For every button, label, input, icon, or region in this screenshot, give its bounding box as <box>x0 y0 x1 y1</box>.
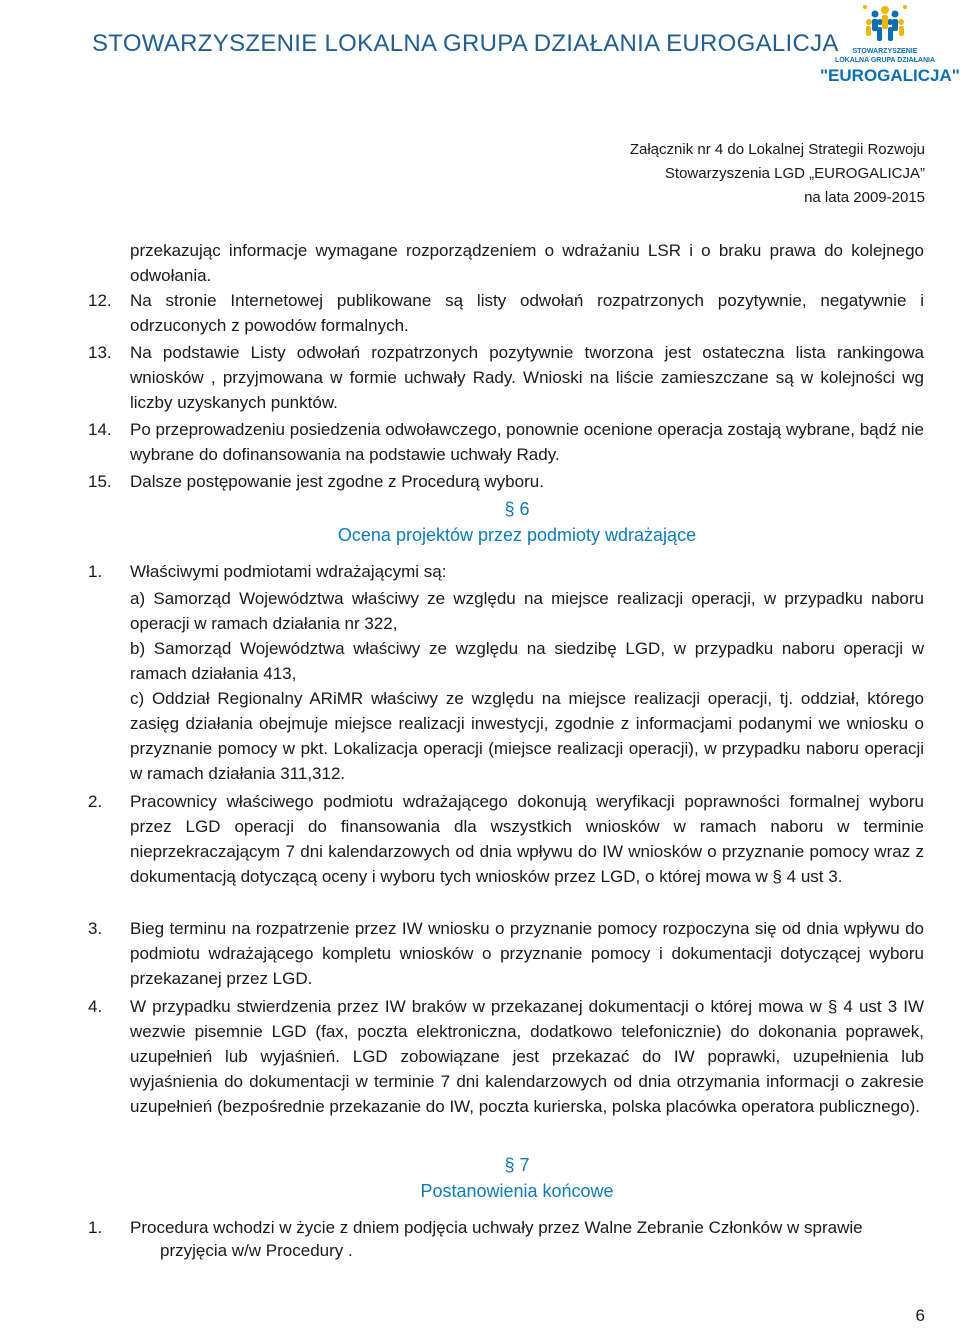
item-text: W przypadku stwierdzenia przez IW braków w przekazanej dokumentacji o której mowa w § 4 ust 3 IW wezwie pisemnie LGD (fax, poczta elektroniczna, dodatkowo telefonicznie) do dokonania poprawek, uzupełnień lub wyjaśnień. LGD zobowiązane jest przekazać do IW poprawki, uzupełnienia lub wyjaśnienia do dokumentacji w terminie 7 dni kalendarzowych od dnia otrzymania informacji o zakresie uzupełnień (bezpośrednie przekazanie do IW, poczta kurierska, polska placówka operatora publicznego). <box>130 997 924 1116</box>
attachment-line1: Załącznik nr 4 do Lokalnej Strategii Rozwoju <box>629 141 925 158</box>
item-text: Procedura wchodzi w życie z dniem podjęcia uchwały przez Walne Zebranie Członków w sprawie <box>130 1218 863 1237</box>
item-text: Po przeprowadzeniu posiedzenia odwoławczego, ponownie ocenione operacja zostają wybrane, bądź nie wybrane do dofinansowania na podstawie uchwały Rady. <box>130 420 924 464</box>
attachment-line3: na lata 2009-2015 <box>804 189 925 206</box>
section-6-title: Ocena projektów przez podmioty wdrażające <box>337 525 697 545</box>
sub-item-b: b) Samorząd Województwa właściwy ze względu na siedzibę LGD, w przypadku naboru operacji w ramach działania 413, <box>130 639 924 683</box>
item-number: 12. <box>88 291 112 310</box>
eurogalicja-logo <box>820 2 960 90</box>
continued-paragraph: przekazując informacje wymagane rozporządzeniem o wdrażaniu LSR i o braku prawa do kolejnego odwołania. <box>130 241 924 285</box>
sub-item-c: c) Oddział Regionalny ARiMR właściwy ze względu na miejsce realizacji operacji, tj. oddział, którego zasięg działania obejmuje miejsce realizacji inwestycji, zgodnie z informacjami podanymi we wniosku o przyznanie pomocy w pkt. Lokalizacja operacji (miejsce realizacji operacji), w przypadku naboru operacji w ramach działania 311,312. <box>130 689 924 783</box>
list-item <box>88 1215 924 1240</box>
attachment-line2: Stowarzyszenia LGD „EUROGALICJA” <box>664 165 925 182</box>
list-item <box>88 994 924 1119</box>
item-number: 15. <box>88 472 112 491</box>
organization-title: STOWARZYSZENIE LOKALNA GRUPA DZIAŁANIA EUROGALICJA <box>92 30 839 57</box>
item-number: 1. <box>88 562 103 581</box>
page-header <box>0 0 960 95</box>
item-number: 2. <box>88 792 103 811</box>
list-item <box>88 417 924 467</box>
item-continuation: przyjęcia w/w Procedury . <box>160 1241 353 1260</box>
item-text: Pracownicy właściwego podmiotu wdrażającego dokonują weryfikacji poprawności formalnej wyboru przez LGD operacji do finansowania dla wszystkich wniosków w ramach naboru w terminie nieprzekraczającym 7 dni kalendarzowych od dnia wpływu do IW wniosków o przyznanie pomocy wraz z dokumentacją dotyczącą oceny i wyboru tych wniosków przez LGD, o której mowa w § 4 ust 3. <box>130 792 924 886</box>
logo-text-line3: "EUROGALICJA" <box>820 66 960 85</box>
item-number: 1. <box>88 1218 103 1237</box>
item-text: Dalsze postępowanie jest zgodne z Procedurą wyboru. <box>130 472 544 491</box>
list-item <box>88 789 924 889</box>
list-item <box>88 469 924 494</box>
item-text: Na stronie Internetowej publikowane są listy odwołań rozpatrzonych pozytywnie, negatywnie i odrzuconych z powodów formalnych. <box>130 291 924 335</box>
item-number: 4. <box>88 997 103 1016</box>
sub-item-a: a) Samorząd Województwa właściwy ze względu na miejsce realizacji operacji, w przypadku naboru operacji w ramach działania nr 322, <box>130 589 924 633</box>
item-text: Na podstawie Listy odwołań rozpatrzonych pozytywnie tworzona jest ostateczna lista rankingowa wniosków , przyjmowana w formie uchwały Rady. Wnioski na liście zamieszczane są w kolejności wg liczby uzyskanych punktów. <box>130 343 924 412</box>
logo-figures-icon <box>860 2 910 48</box>
item-number: 3. <box>88 919 103 938</box>
section-7-title: Postanowienia końcowe <box>420 1181 614 1201</box>
logo-text-line1: STOWARZYSZENIE <box>852 48 918 55</box>
logo-text-line2: LOKALNA GRUPA DZIAŁANIA <box>834 57 936 64</box>
item-text: Właściwymi podmiotami wdrażającymi są: <box>130 562 447 581</box>
section-7-number: § 7 <box>504 1155 530 1175</box>
list-item <box>88 340 924 415</box>
list-item <box>88 288 924 338</box>
list-item <box>88 916 924 991</box>
page-number: 6 <box>915 1306 925 1325</box>
item-number: 14. <box>88 420 112 439</box>
item-number: 13. <box>88 343 112 362</box>
attachment-note <box>505 138 925 210</box>
item-text: Bieg terminu na rozpatrzenie przez IW wniosku o przyznanie pomocy rozpoczyna się od dnia wpływu do podmiotu wdrażającego kompletu wniosków o przyznanie pomocy i dokumentacji dotyczącej wyboru przekazanej przez LGD. <box>130 919 924 988</box>
list-item <box>88 559 924 584</box>
section-6-number: § 6 <box>504 499 530 519</box>
